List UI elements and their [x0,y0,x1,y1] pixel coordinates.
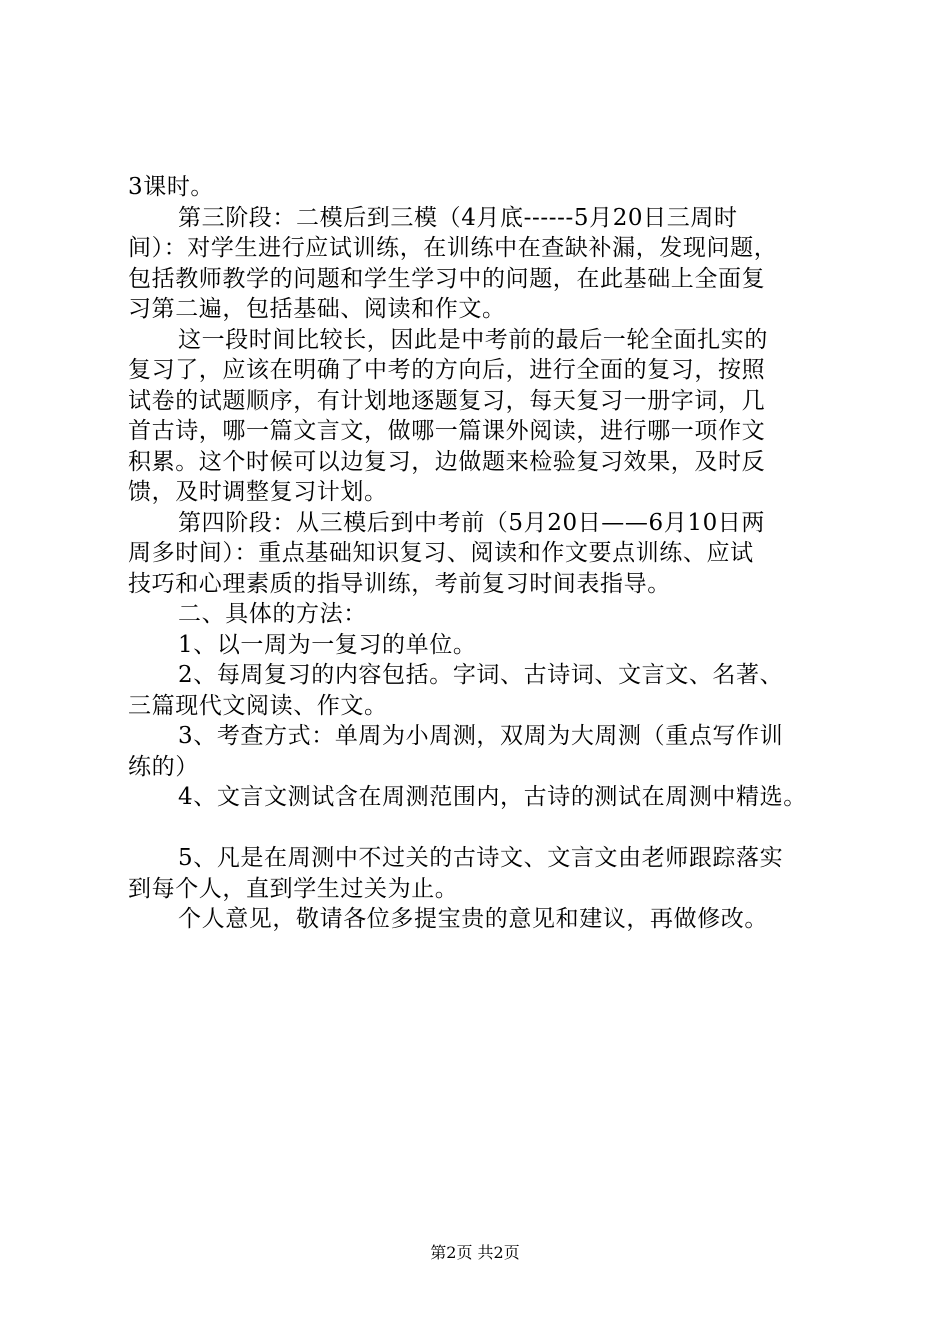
text-line: 试卷的试题顺序，有计划地逐题复习，每天复习一册字词，几 [128,387,766,414]
text-line: 三篇现代文阅读、作文。 [128,692,388,719]
text-line: 周多时间）：重点基础知识复习、阅读和作文要点训练、应试 [128,540,754,566]
page-footer [0,1243,950,1263]
page-number-label: 第2页 共2页 [430,1243,520,1262]
text-line: 个人意见，敬请各位多提宝贵的意见和建议，再做修改。 [178,906,768,932]
text-line: 馈，及时调整复习计划。 [128,479,388,505]
text-line: 积累。这个时候可以边复习，边做题来检验复习效果，及时反 [128,448,766,475]
text-line: 技巧和心理素质的指导训练，考前复习时间表指导。 [128,570,671,597]
text-line: 5、凡是在周测中不过关的古诗文、文言文由老师跟踪落实 [178,845,784,871]
text-line: 第三阶段：二模后到三模（4月底------5月20日三周时 [178,204,738,231]
text-line: 4、文言文测试含在周测范围内，古诗的测试在周测中精选。 [178,784,807,810]
text-line: 二、具体的方法： [178,601,367,627]
text-line: 1、以一周为一复习的单位。 [178,631,477,658]
text-line: 3课时。 [128,174,215,200]
text-line: 练的） [128,753,199,780]
text-line: 复习了，应该在明确了中考的方向后，进行全面的复习，按照 [128,357,766,383]
text-line: 3、考查方式：单周为小周测，双周为大周测（重点写作训 [178,723,784,749]
blank-line [128,813,850,844]
text-line: 2、每周复习的内容包括。字词、古诗词、文言文、名著、 [178,662,784,688]
text-line: 间）：对学生进行应试训练，在训练中在查缺补漏，发现问题， [128,235,778,261]
text-line: 习第二遍，包括基础、阅读和作文。 [128,296,506,322]
text-line: 首古诗，哪一篇文言文，做哪一篇课外阅读，进行哪一项作文 [128,418,766,444]
text-line: 包括教师教学的问题和学生学习中的问题，在此基础上全面复 [128,265,766,292]
text-line: 这一段时间比较长，因此是中考前的最后一轮全面扎实的 [178,326,768,353]
document-body [128,172,850,935]
text-line: 到每个人，直到学生过关为止。 [128,875,459,902]
text-line: 第四阶段：从三模后到中考前（5月20日——6月10日两 [178,509,765,536]
